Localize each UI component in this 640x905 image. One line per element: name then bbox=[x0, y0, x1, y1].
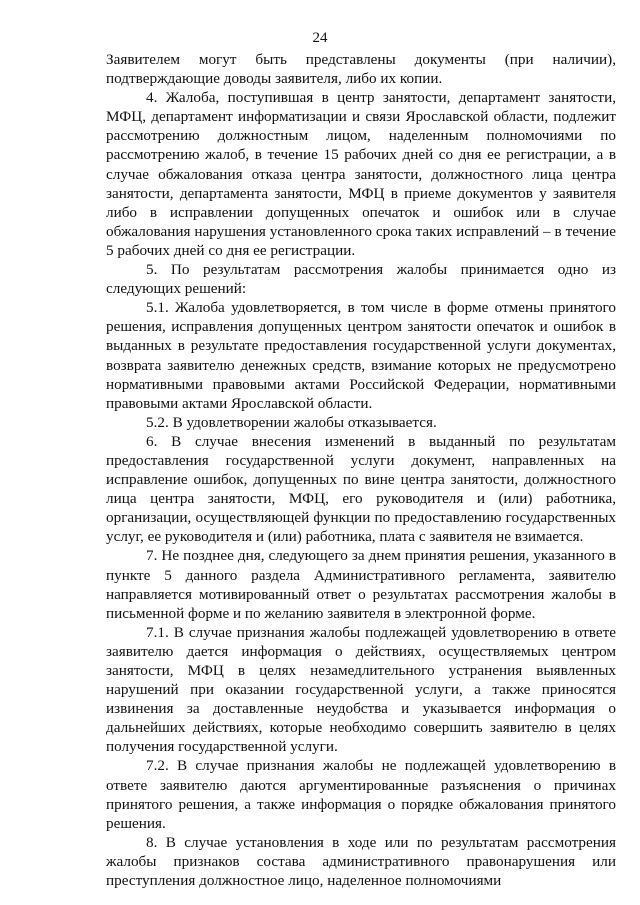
document-body bbox=[106, 50, 616, 890]
page-number: 24 bbox=[312, 30, 328, 46]
paragraph-8: 8. В случае установления в ходе или по результатам рассмотрения жалобы признаков состава административного правонарушения или преступления должностное лицо, наделенное полномочиями bbox=[106, 833, 616, 890]
paragraph-7-2: 7.2. В случае признания жалобы не подлежащей удовлетворению в ответе заявителю даются аргументированные разъяснения о причинах принятого решения, а также информация о порядке обжалования принятого решения. bbox=[106, 757, 616, 832]
paragraph-6: 6. В случае внесения изменений в выданный по результатам предоставления государственной услуги документ, направленных на исправление ошибок, допущенных по вине центра занятости, должностного лица центра занятости, МФЦ, его руководителя и (или) работника, организации, осуществляющей функции по предоставлению государственных услуг, ее руководителя и (или) работника, плата с заявителя не взимается. bbox=[106, 432, 616, 546]
paragraph-5-2: 5.2. В удовлетворении жалобы отказывается. bbox=[146, 413, 437, 431]
paragraph-7: 7. Не позднее дня, следующего за днем принятия решения, указанного в пункте 5 данного раздела Административного регламента, заявителю направляется мотивированный ответ о результатах рассмотрения жалобы в письменной форме и по желанию заявителя в электронной форме. bbox=[106, 547, 616, 622]
paragraph-7-1: 7.1. В случае признания жалобы подлежащей удовлетворению в ответе заявителю дается информация о действиях, осуществляемых центром занятости, МФЦ в целях незамедлительного устранения выявленных нарушений при оказании государственной услуги, а также приносятся извинения за доставленные неудобства и указывается информация о дальнейших действиях, которые необходимо совершить заявителю в целях получения государственной услуги. bbox=[106, 623, 616, 756]
paragraph-4: 4. Жалоба, поступившая в центр занятости, департамент занятости, МФЦ, департамент информатизации и связи Ярославской области, подлежит рассмотрению должностным лицом, наделенным полномочиями по рассмотрению жалоб, в течение 15 рабочих дней со дня ее регистрации, а в случае обжалования отказа центра занятости, должностного лица центра занятости, департамента занятости, МФЦ в приеме документов у заявителя либо в исправлении допущенных опечаток и ошибок или в случае обжалования нарушения установленного срока таких исправлений – в течение 5 рабочих дней со дня ее регистрации. bbox=[106, 89, 616, 259]
paragraph-5: 5. По результатам рассмотрения жалобы принимается одно из следующих решений: bbox=[106, 261, 616, 298]
paragraph-5-1: 5.1. Жалоба удовлетворяется, в том числе в форме отмены принятого решения, исправления допущенных центром занятости опечаток и ошибок в выданных в результате предоставления государственной услуги документах, возврата заявителю денежных средств, взимание которых не предусмотрено нормативными правовыми актами Российской Федерации, нормативными правовыми актами Ярославской области. bbox=[106, 299, 616, 412]
paragraph-continuation: Заявителем могут быть представлены документы (при наличии), подтверждающие доводы заявителя, либо их копии. bbox=[106, 51, 616, 88]
